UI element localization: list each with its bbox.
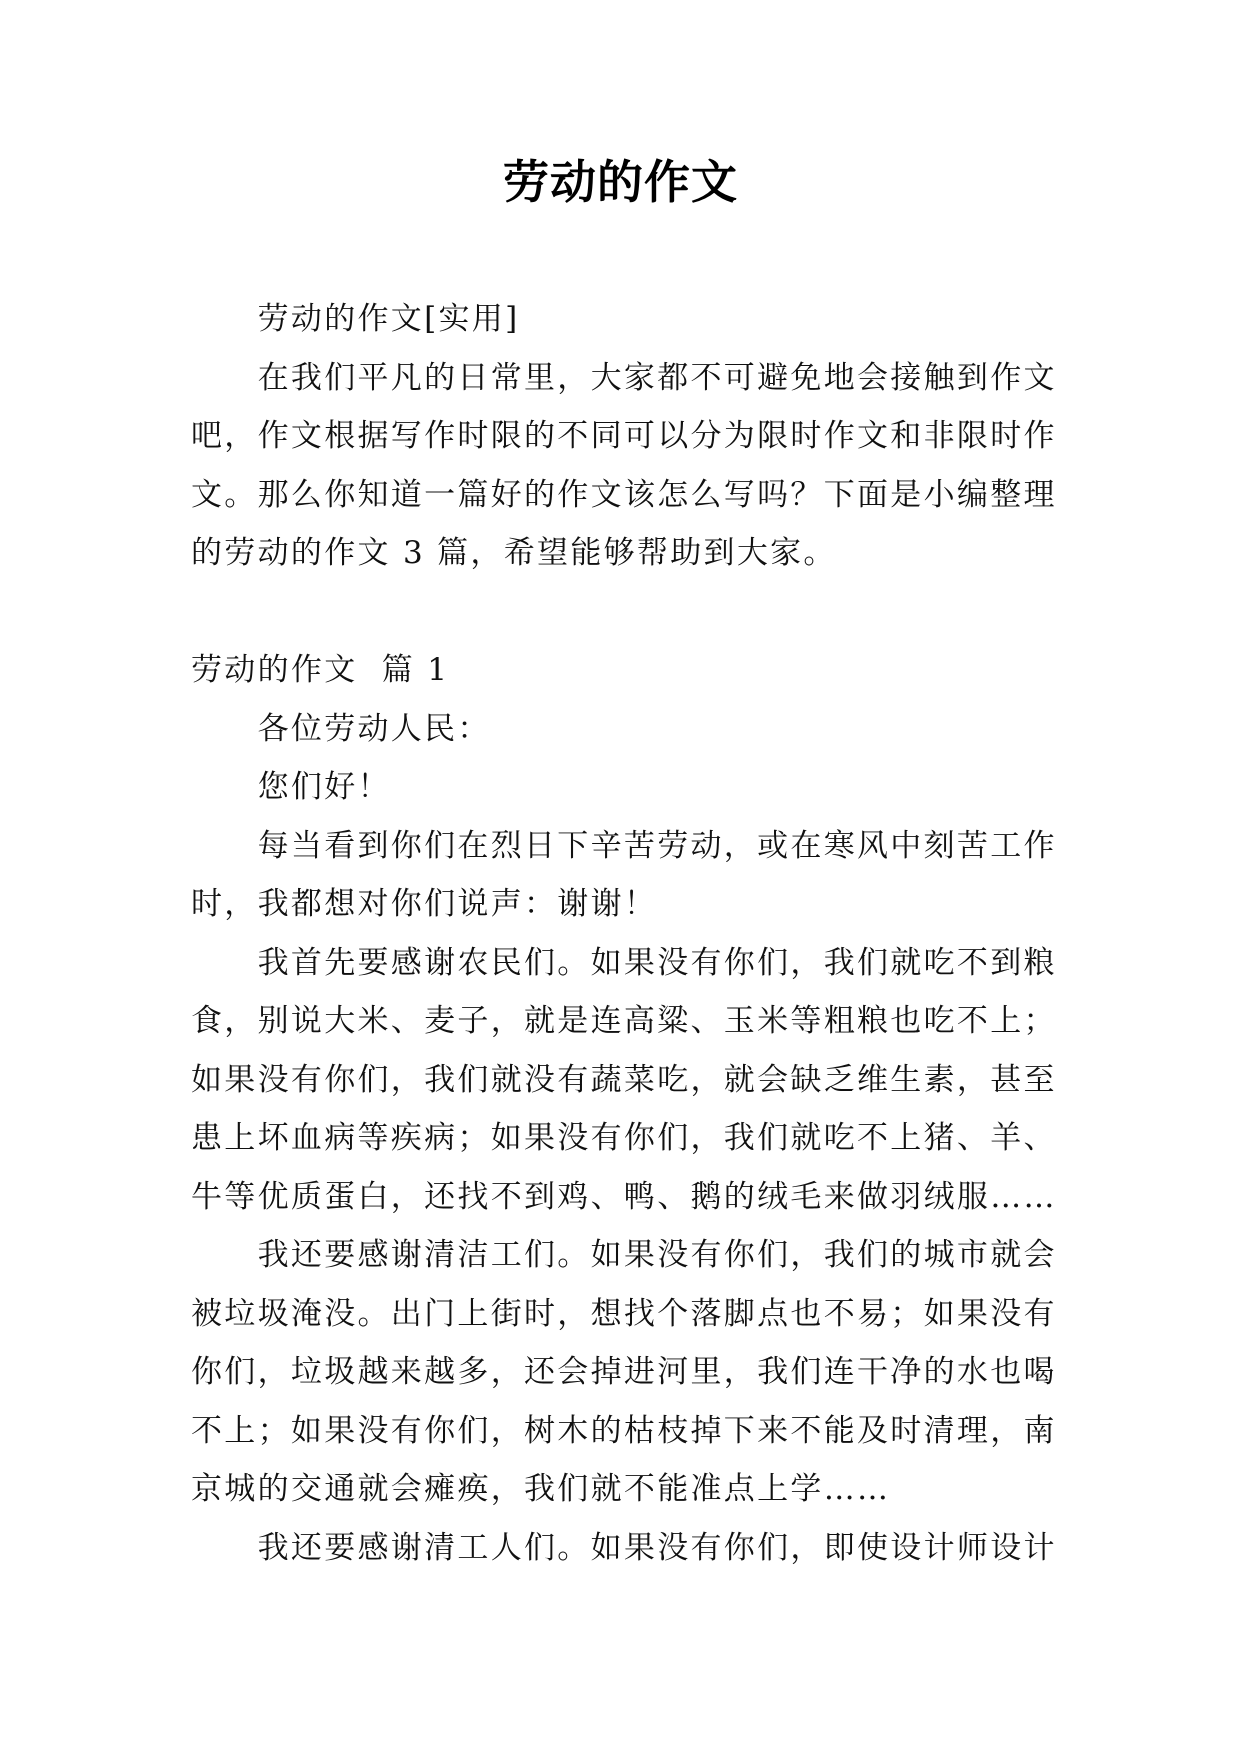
paragraph bbox=[191, 934, 1091, 1227]
text-line: 患上坏血病等疾病；如果没有你们，我们就吃不上猪、羊、 bbox=[191, 1120, 1057, 1156]
page-title: 劳动的作文 bbox=[503, 155, 738, 209]
text-line: 每当看到你们在烈日下辛苦劳动，或在寒风中刻苦工作 bbox=[257, 827, 1057, 864]
text-line: 的劳动的作文 3 篇，希望能够帮助到大家。 bbox=[191, 535, 837, 571]
text-line: 如果没有你们，我们就没有蔬菜吃，就会缺乏维生素，甚至 bbox=[191, 1061, 1057, 1098]
text-line: 各位劳动人民： bbox=[257, 710, 491, 747]
text-line: 牛等优质蛋白，还找不到鸡、鸭、鹅的绒毛来做羽绒服…… bbox=[191, 1178, 1057, 1215]
paragraph bbox=[191, 290, 1091, 349]
blank-line bbox=[191, 583, 1091, 642]
text-line: 被垃圾淹没。出门上街时，想找个落脚点也不易；如果没有 bbox=[191, 1295, 1057, 1332]
section-heading: 劳动的作文 篇 1 bbox=[191, 652, 450, 688]
text-line: 我首先要感谢农民们。如果没有你们，我们就吃不到粮 bbox=[257, 944, 1057, 981]
paragraph bbox=[191, 700, 1091, 759]
text-line: 不上；如果没有你们，树木的枯枝掉下来不能及时清理，南 bbox=[191, 1412, 1057, 1449]
text-line: 在我们平凡的日常里，大家都不可避免地会接触到作文 bbox=[257, 359, 1057, 396]
text-line: 文。那么你知道一篇好的作文该怎么写吗？下面是小编整理 bbox=[191, 476, 1057, 513]
text-line: 你们，垃圾越来越多，还会掉进河里，我们连干净的水也喝 bbox=[191, 1354, 1057, 1390]
paragraph bbox=[191, 1226, 1091, 1519]
paragraph bbox=[191, 349, 1091, 583]
subtitle-line: 劳动的作文[实用] bbox=[257, 301, 520, 337]
document-body bbox=[191, 290, 1091, 1577]
text-line: 您们好！ bbox=[257, 769, 391, 805]
paragraph bbox=[191, 758, 1091, 817]
text-line: 吧，作文根据写作时限的不同可以分为限时作文和非限时作 bbox=[191, 418, 1057, 454]
paragraph bbox=[191, 1519, 1091, 1578]
text-line: 时，我都想对你们说声：谢谢！ bbox=[191, 886, 658, 922]
text-line: 食，别说大米、麦子，就是连高粱、玉米等粗粮也吃不上； bbox=[191, 1003, 1057, 1039]
text-line: 我还要感谢清工人们。如果没有你们，即使设计师设计 bbox=[257, 1529, 1057, 1566]
text-line: 京城的交通就会瘫痪，我们就不能准点上学…… bbox=[191, 1471, 891, 1507]
paragraph bbox=[191, 817, 1091, 934]
text-line: 我还要感谢清洁工们。如果没有你们，我们的城市就会 bbox=[257, 1237, 1057, 1273]
